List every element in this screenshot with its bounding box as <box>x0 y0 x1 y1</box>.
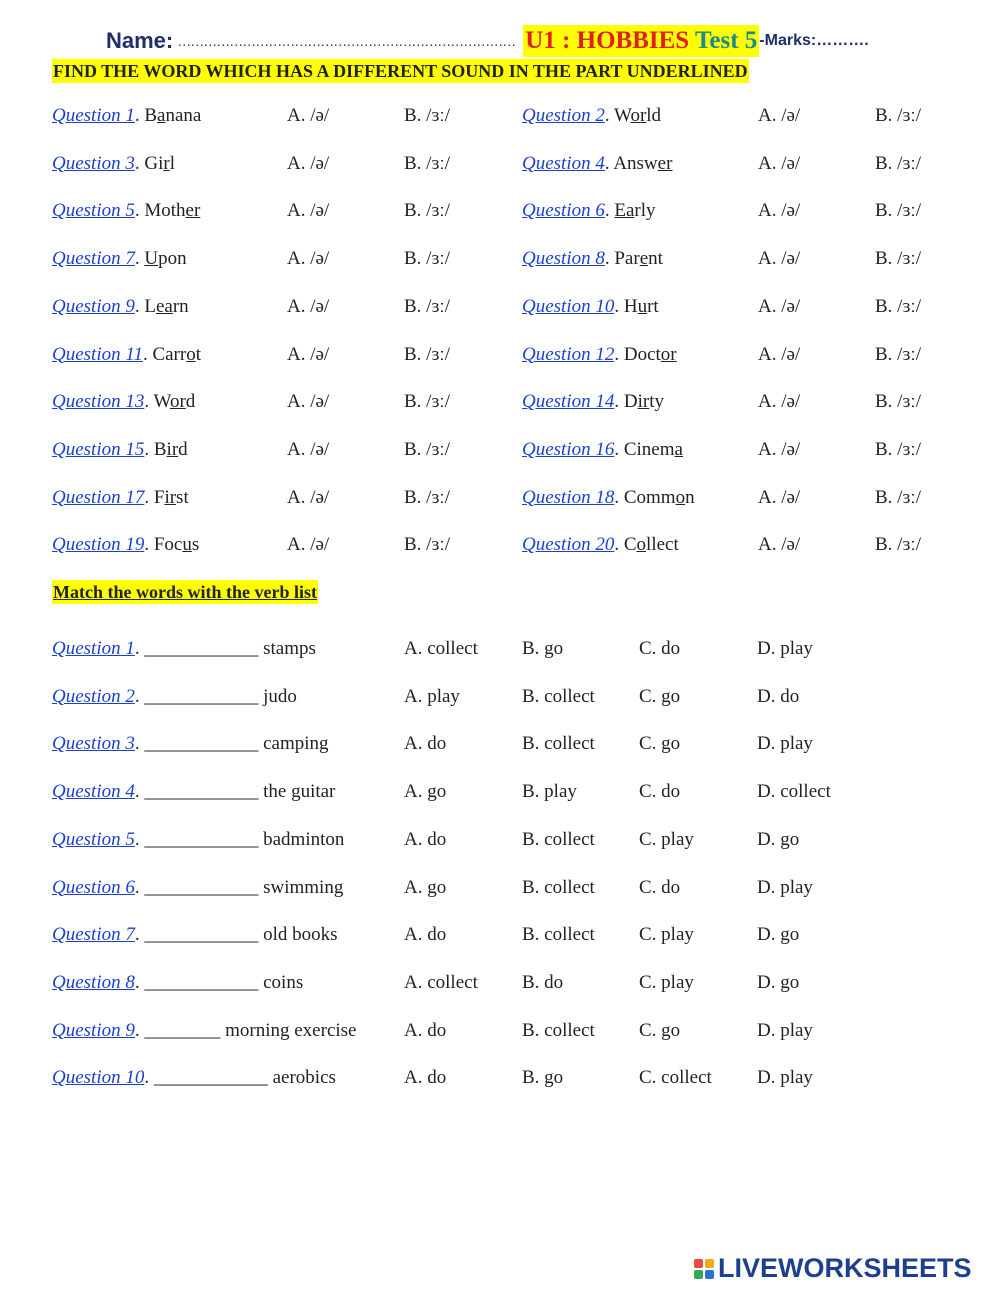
option-b[interactable]: B. /ɜː/ <box>404 152 450 174</box>
option-a[interactable]: A. /ə/ <box>758 343 801 365</box>
option-b[interactable]: B. collect <box>522 828 595 850</box>
option-b[interactable]: B. /ɜː/ <box>404 105 450 126</box>
underlined-part: or <box>630 105 647 126</box>
option-d[interactable]: D. go <box>757 828 800 850</box>
section2-heading: Match the words with the verb list <box>53 582 317 602</box>
marks-field: -Marks:………. <box>759 32 869 49</box>
option-b[interactable]: B. /ɜː/ <box>404 295 450 317</box>
match-question <box>52 634 316 664</box>
name-label: Name: <box>106 28 174 53</box>
word-part: rly <box>634 200 656 222</box>
test-title: Test 5 <box>695 27 758 54</box>
question-separator: . <box>134 733 145 755</box>
option-b[interactable]: B. go <box>522 638 564 659</box>
question-separator: . <box>144 486 154 508</box>
question-separator: . <box>134 685 145 707</box>
question-separator: . <box>134 876 145 898</box>
option-a[interactable]: A. /ə/ <box>287 248 330 270</box>
question-separator: . <box>604 105 615 126</box>
question-separator: . <box>614 486 624 508</box>
word-part: Gi <box>144 152 164 174</box>
word-part: B <box>144 105 158 126</box>
option-a[interactable]: A. do <box>404 1067 447 1089</box>
underlined-part: or <box>169 391 186 413</box>
option-d[interactable]: D. play <box>757 1019 813 1041</box>
underlined-part: a <box>157 105 166 126</box>
option-b[interactable]: B. /ɜː/ <box>404 534 450 556</box>
option-d[interactable]: D. go <box>757 924 800 946</box>
match-phrase: ____________ camping <box>144 733 329 755</box>
option-a[interactable]: A. play <box>404 685 460 707</box>
option-b[interactable]: B. /ɜː/ <box>875 486 921 508</box>
match-row <box>0 920 1000 950</box>
option-a[interactable]: A. go <box>404 781 447 803</box>
option-c[interactable]: C. go <box>639 685 681 707</box>
question-row <box>0 196 1000 226</box>
question-item <box>52 292 189 322</box>
word-part: ld <box>646 105 662 126</box>
option-a[interactable]: A. /ə/ <box>287 534 330 556</box>
option-b[interactable]: B. go <box>522 1067 564 1089</box>
worksheet-header <box>106 24 869 58</box>
option-b[interactable]: B. collect <box>522 876 595 898</box>
question-row <box>0 101 1000 131</box>
word-part: d <box>178 438 188 460</box>
question-separator: . <box>134 971 145 993</box>
option-a[interactable]: A. /ə/ <box>287 152 330 174</box>
option-b[interactable]: B. /ɜː/ <box>875 391 921 413</box>
word-part: Cinem <box>623 438 675 460</box>
question-item <box>522 292 659 322</box>
match-question <box>52 1063 336 1093</box>
question-separator: . <box>144 534 154 556</box>
option-a[interactable]: A. do <box>404 733 447 755</box>
option-b[interactable]: B. /ɜː/ <box>875 105 921 126</box>
question-item <box>522 483 695 513</box>
option-b[interactable]: B. /ɜː/ <box>404 200 450 222</box>
underlined-part: o <box>186 343 196 365</box>
question-link[interactable]: Question 10 <box>522 295 615 317</box>
word-part: Moth <box>144 200 186 222</box>
option-b[interactable]: B. /ɜː/ <box>875 438 921 460</box>
match-phrase: ____________ the guitar <box>144 781 336 803</box>
match-row <box>0 682 1000 712</box>
option-c[interactable]: C. do <box>639 638 681 659</box>
word-part: llect <box>646 534 679 556</box>
word-part: H <box>623 295 638 317</box>
underlined-part: er <box>657 152 673 174</box>
question-link[interactable]: Question 15 <box>52 438 145 460</box>
option-c[interactable]: C. collect <box>639 1067 712 1089</box>
option-a[interactable]: A. collect <box>404 638 478 659</box>
option-d[interactable]: D. play <box>757 876 813 898</box>
underlined-part: e <box>639 248 649 270</box>
word-part: nana <box>165 105 202 126</box>
option-a[interactable]: A. /ə/ <box>758 105 801 126</box>
option-a[interactable]: A. /ə/ <box>758 391 801 413</box>
option-d[interactable]: D. play <box>757 638 813 659</box>
option-a[interactable]: A. /ə/ <box>287 105 330 126</box>
option-a[interactable]: A. do <box>404 1019 447 1041</box>
word-part: rn <box>172 295 189 317</box>
question-separator: . <box>134 200 145 222</box>
liveworksheets-logo <box>694 1253 972 1284</box>
option-b[interactable]: B. collect <box>522 685 595 707</box>
word-part: D <box>623 391 638 413</box>
word-part: F <box>153 486 165 508</box>
match-phrase: ____________ coins <box>144 971 304 993</box>
word-part: Foc <box>153 534 183 556</box>
option-a[interactable]: A. /ə/ <box>758 438 801 460</box>
word-part: rt <box>647 295 659 317</box>
word-part: W <box>153 391 170 413</box>
question-item <box>522 149 672 179</box>
question-link[interactable]: Question 18 <box>522 486 615 508</box>
question-separator: . <box>144 1067 154 1089</box>
match-row <box>0 729 1000 759</box>
word-part: C <box>623 534 637 556</box>
match-row <box>0 873 1000 903</box>
question-separator: . <box>134 638 145 659</box>
section1-heading: FIND THE WORD WHICH HAS A DIFFERENT SOUND IN THE PART UNDERLINED <box>53 61 748 81</box>
question-separator: . <box>134 1019 145 1041</box>
underlined-part: a <box>674 438 683 460</box>
question-item <box>52 101 201 131</box>
option-c[interactable]: C. do <box>639 876 681 898</box>
question-link[interactable]: Question 9 <box>52 1019 135 1041</box>
option-c[interactable]: C. do <box>639 781 681 803</box>
question-row <box>0 387 1000 417</box>
question-separator: . <box>144 438 154 460</box>
match-row <box>0 1063 1000 1093</box>
word-part: Comm <box>623 486 676 508</box>
question-row <box>0 244 1000 274</box>
option-a[interactable]: A. do <box>404 924 447 946</box>
question-link[interactable]: Question 3 <box>52 152 135 174</box>
word-part: ty <box>649 391 664 413</box>
question-row <box>0 530 1000 560</box>
match-question <box>52 825 344 855</box>
underlined-part: ir <box>164 486 177 508</box>
option-b[interactable]: B. /ɜː/ <box>875 343 921 365</box>
match-row <box>0 825 1000 855</box>
question-link[interactable]: Question 2 <box>522 105 605 126</box>
match-question <box>52 1016 356 1046</box>
match-question <box>52 968 303 998</box>
question-link[interactable]: Question 10 <box>52 1067 145 1089</box>
option-a[interactable]: A. do <box>404 828 447 850</box>
question-separator: . <box>614 438 624 460</box>
option-b[interactable]: B. /ɜː/ <box>404 343 450 365</box>
question-link[interactable]: Question 13 <box>52 391 145 413</box>
match-question <box>52 920 338 950</box>
underlined-part: r <box>163 152 170 174</box>
question-link[interactable]: Question 8 <box>52 971 135 993</box>
question-item <box>52 244 187 274</box>
option-b[interactable]: B. do <box>522 971 564 993</box>
question-item <box>522 530 679 560</box>
word-part: l <box>169 152 175 174</box>
word-part: t <box>195 343 201 365</box>
question-link[interactable]: Question 6 <box>522 200 605 222</box>
question-separator: . <box>134 152 145 174</box>
question-link[interactable]: Question 1 <box>52 638 135 659</box>
word-part: Answ <box>613 152 658 174</box>
option-b[interactable]: B. collect <box>522 1019 595 1041</box>
question-link[interactable]: Question 3 <box>52 733 135 755</box>
brand-name: LIVEWORKSHEETS <box>718 1253 972 1283</box>
question-link[interactable]: Question 14 <box>522 391 615 413</box>
match-row <box>0 968 1000 998</box>
match-question <box>52 777 335 807</box>
option-b[interactable]: B. /ɜː/ <box>875 200 921 222</box>
match-phrase: ____________ judo <box>144 685 297 707</box>
underlined-part: u <box>637 295 648 317</box>
question-separator: . <box>604 152 614 174</box>
option-a[interactable]: A. /ə/ <box>758 200 801 222</box>
option-b[interactable]: B. /ɜː/ <box>404 438 450 460</box>
option-d[interactable]: D. collect <box>757 781 831 803</box>
option-a[interactable]: A. /ə/ <box>287 486 330 508</box>
logo-square-icon <box>705 1270 714 1279</box>
question-item <box>522 196 656 226</box>
option-a[interactable]: A. /ə/ <box>758 152 801 174</box>
match-row <box>0 634 1000 664</box>
option-a[interactable]: A. /ə/ <box>287 343 330 365</box>
question-link[interactable]: Question 20 <box>522 534 615 556</box>
question-separator: . <box>134 248 145 270</box>
underlined-part: o <box>675 486 686 508</box>
question-link[interactable]: Question 19 <box>52 534 145 556</box>
match-phrase: ________ morning exercise <box>144 1019 357 1041</box>
word-part: B <box>153 438 167 460</box>
question-link[interactable]: Question 1 <box>52 105 135 126</box>
question-separator: . <box>134 828 145 850</box>
question-row <box>0 149 1000 179</box>
question-link[interactable]: Question 2 <box>52 685 135 707</box>
word-part: n <box>685 486 695 508</box>
question-separator: . <box>134 781 145 803</box>
question-link[interactable]: Question 11 <box>52 343 143 365</box>
option-b[interactable]: B. collect <box>522 924 595 946</box>
option-c[interactable]: C. play <box>639 828 694 850</box>
match-question <box>52 682 297 712</box>
underlined-part: ir <box>166 438 179 460</box>
question-separator: . <box>134 105 145 126</box>
question-separator: . <box>614 391 624 413</box>
option-b[interactable]: B. /ɜː/ <box>875 295 921 317</box>
question-separator: . <box>604 200 615 222</box>
option-a[interactable]: A. go <box>404 876 447 898</box>
option-b[interactable]: B. /ɜː/ <box>875 534 921 556</box>
logo-icon <box>694 1259 714 1279</box>
word-part: Carr <box>152 343 187 365</box>
question-link[interactable]: Question 8 <box>522 248 605 270</box>
question-item <box>52 435 188 465</box>
question-item <box>522 340 677 370</box>
logo-square-icon <box>705 1259 714 1268</box>
option-a[interactable]: A. /ə/ <box>287 295 330 317</box>
worksheet-title <box>523 25 759 57</box>
option-d[interactable]: D. go <box>757 971 800 993</box>
word-part: d <box>185 391 196 413</box>
underlined-part: or <box>660 343 677 365</box>
question-item <box>522 387 664 417</box>
question-separator: . <box>614 343 624 365</box>
question-row <box>0 340 1000 370</box>
question-link[interactable]: Question 16 <box>522 438 615 460</box>
match-question <box>52 729 329 759</box>
underlined-part: Ea <box>614 200 635 222</box>
option-a[interactable]: A. /ə/ <box>287 200 330 222</box>
option-d[interactable]: D. play <box>757 733 813 755</box>
option-a[interactable]: A. /ə/ <box>758 248 801 270</box>
question-row <box>0 483 1000 513</box>
underlined-part: ea <box>155 295 173 317</box>
match-phrase: ____________ aerobics <box>153 1067 336 1089</box>
option-a[interactable]: A. /ə/ <box>758 295 801 317</box>
match-phrase: ____________ badminton <box>144 828 345 850</box>
underlined-part: er <box>185 200 201 222</box>
option-c[interactable]: C. go <box>639 1019 681 1041</box>
question-link[interactable]: Question 5 <box>52 200 135 222</box>
unit-title: U1 : HOBBIES <box>525 27 690 54</box>
word-part: Doct <box>623 343 661 365</box>
question-link[interactable]: Question 12 <box>522 343 615 365</box>
question-item <box>52 340 201 370</box>
option-d[interactable]: D. play <box>757 1067 813 1089</box>
match-phrase: ____________ old books <box>144 924 338 946</box>
word-part: L <box>144 295 156 317</box>
option-b[interactable]: B. play <box>522 781 577 803</box>
question-item <box>52 196 200 226</box>
question-separator: . <box>142 343 153 365</box>
question-link[interactable]: Question 4 <box>522 152 605 174</box>
match-row <box>0 1016 1000 1046</box>
question-separator: . <box>614 534 624 556</box>
question-item <box>52 387 195 417</box>
option-b[interactable]: B. /ɜː/ <box>404 248 450 270</box>
question-item <box>52 530 199 560</box>
question-item <box>52 149 175 179</box>
underlined-part: o <box>636 534 647 556</box>
option-b[interactable]: B. /ɜː/ <box>404 486 450 508</box>
question-link[interactable]: Question 17 <box>52 486 145 508</box>
option-b[interactable]: B. collect <box>522 733 595 755</box>
word-part: s <box>191 534 200 556</box>
option-b[interactable]: B. /ɜː/ <box>875 248 921 270</box>
question-row <box>0 435 1000 465</box>
option-c[interactable]: C. play <box>639 971 694 993</box>
logo-square-icon <box>694 1259 703 1268</box>
option-a[interactable]: A. collect <box>404 971 478 993</box>
option-c[interactable]: C. play <box>639 924 694 946</box>
option-b[interactable]: B. /ɜː/ <box>875 152 921 174</box>
question-separator: . <box>134 924 145 946</box>
question-link[interactable]: Question 4 <box>52 781 135 803</box>
option-a[interactable]: A. /ə/ <box>758 534 801 556</box>
match-phrase: ____________ stamps <box>144 638 316 659</box>
word-part: nt <box>648 248 663 270</box>
question-link[interactable]: Question 9 <box>52 295 135 317</box>
name-field[interactable]: …………………………………………………………………… <box>177 33 516 49</box>
question-item <box>52 483 189 513</box>
question-item <box>522 244 663 274</box>
question-link[interactable]: Question 7 <box>52 924 135 946</box>
underlined-part: u <box>182 534 192 556</box>
question-link[interactable]: Question 5 <box>52 828 135 850</box>
match-question <box>52 873 343 903</box>
word-part: pon <box>158 248 187 270</box>
word-part: Par <box>614 248 640 270</box>
option-a[interactable]: A. /ə/ <box>287 391 330 413</box>
word-part: W <box>614 105 631 126</box>
question-separator: . <box>614 295 624 317</box>
match-row <box>0 777 1000 807</box>
underlined-part: U <box>144 248 159 270</box>
question-link[interactable]: Question 7 <box>52 248 135 270</box>
word-part: st <box>176 486 189 508</box>
question-link[interactable]: Question 6 <box>52 876 135 898</box>
question-separator: . <box>134 295 145 317</box>
question-separator: . <box>144 391 154 413</box>
option-d[interactable]: D. do <box>757 685 800 707</box>
option-b[interactable]: B. /ɜː/ <box>404 391 450 413</box>
match-phrase: ____________ swimming <box>144 876 344 898</box>
underlined-part: ir <box>637 391 650 413</box>
question-row <box>0 292 1000 322</box>
option-a[interactable]: A. /ə/ <box>758 486 801 508</box>
option-a[interactable]: A. /ə/ <box>287 438 330 460</box>
question-item <box>522 101 661 131</box>
logo-square-icon <box>694 1270 703 1279</box>
question-item <box>522 435 683 465</box>
option-c[interactable]: C. go <box>639 733 681 755</box>
question-separator: . <box>604 248 615 270</box>
